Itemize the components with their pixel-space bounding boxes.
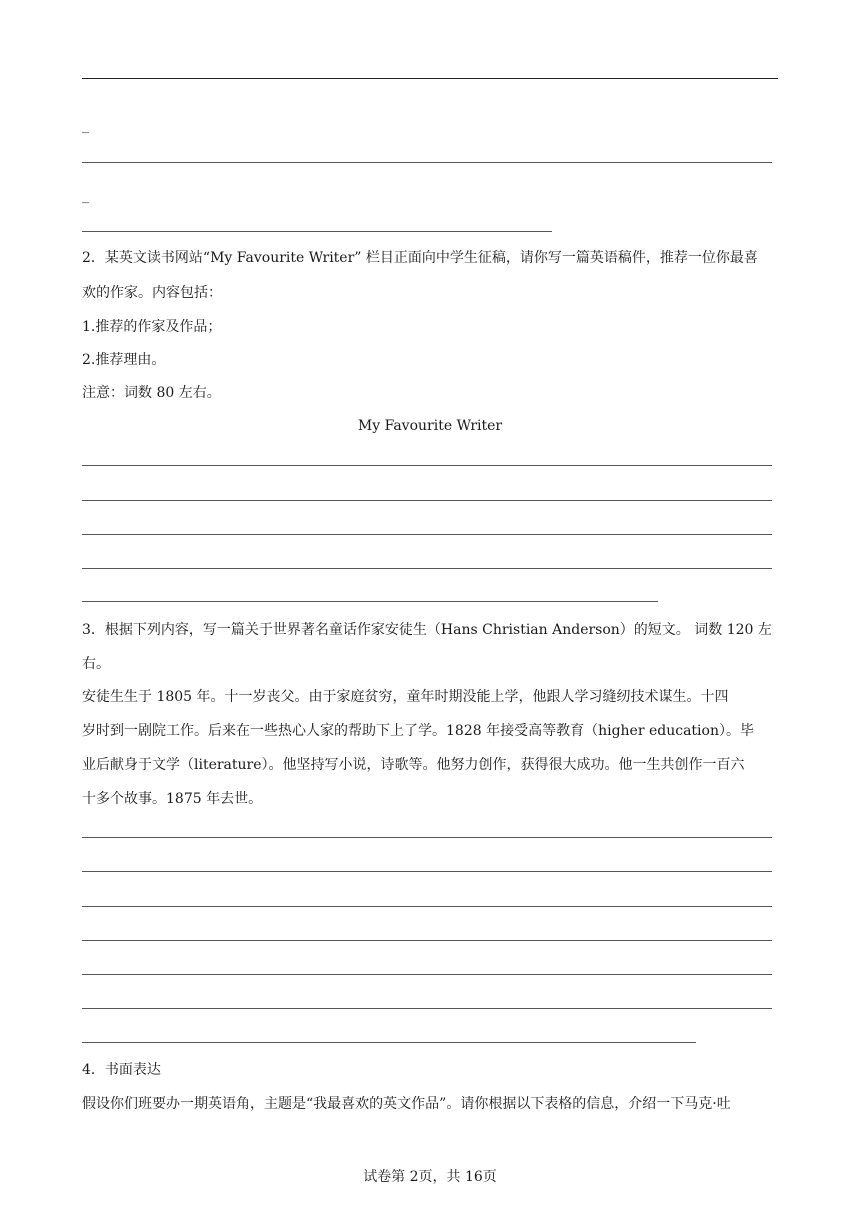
answer-line <box>82 601 658 602</box>
q4-prompt-line: 假设你们班要办一期英语角，主题是“我最喜欢的英文作品”。请你根据以下表格的信息，介绍一下马克·吐 <box>82 1096 731 1112</box>
q3-prompt-line1: 3．根据下列内容，写一篇关于世界著名童话作家安徒生（Hans Christian Anderson）的短文。 词数 120 左 <box>82 622 772 638</box>
q2-item-1: 1.推荐的作家及作品； <box>82 319 222 335</box>
answer-line <box>82 162 772 163</box>
q3-passage-line2: 岁时到一剧院工作。后来在一些热心人家的帮助下上了学。1828 年接受高等教育（higher education）。毕 <box>82 723 754 739</box>
answer-line <box>82 940 772 941</box>
header-rule <box>82 78 778 79</box>
answer-line <box>82 1042 696 1043</box>
answer-line <box>82 974 772 975</box>
dash-marker: _ <box>82 188 89 204</box>
q2-prompt-line1: 2．某英文读书网站“My Favourite Writer” 栏目正面向中学生征稿，请你写一篇英语稿件，推荐一位你最喜 <box>82 250 758 266</box>
dash-marker: _ <box>82 118 89 134</box>
answer-line <box>82 500 772 501</box>
q2-note: 注意：词数 80 左右。 <box>82 385 221 401</box>
q3-passage-line4: 十多个故事。1875 年去世。 <box>82 791 263 807</box>
answer-line <box>82 568 772 569</box>
answer-line <box>82 534 772 535</box>
answer-line <box>82 871 772 872</box>
q2-prompt-line2: 欢的作家。内容包括： <box>82 285 222 301</box>
q2-essay-title: My Favourite Writer <box>357 418 503 434</box>
q3-prompt-line2: 右。 <box>82 656 110 672</box>
answer-line <box>82 231 552 232</box>
answer-line <box>82 465 772 466</box>
answer-line <box>82 906 772 907</box>
q3-passage-line3: 业后献身于文学（literature）。他坚持写小说，诗歌等。他努力创作，获得很大成功。他一生共创作一百六 <box>82 757 745 773</box>
q3-passage-line1: 安徒生生于 1805 年。十一岁丧父。由于家庭贫穷，童年时期没能上学，他跟人学习缝纫技术谋生。十四 <box>82 689 729 705</box>
q4-heading: 4．书面表达 <box>82 1062 161 1078</box>
answer-line <box>82 1008 772 1009</box>
q2-item-2: 2.推荐理由。 <box>82 352 166 368</box>
page-footer: 试卷第 2页，共 16页 <box>363 1169 497 1185</box>
answer-line <box>82 837 772 838</box>
